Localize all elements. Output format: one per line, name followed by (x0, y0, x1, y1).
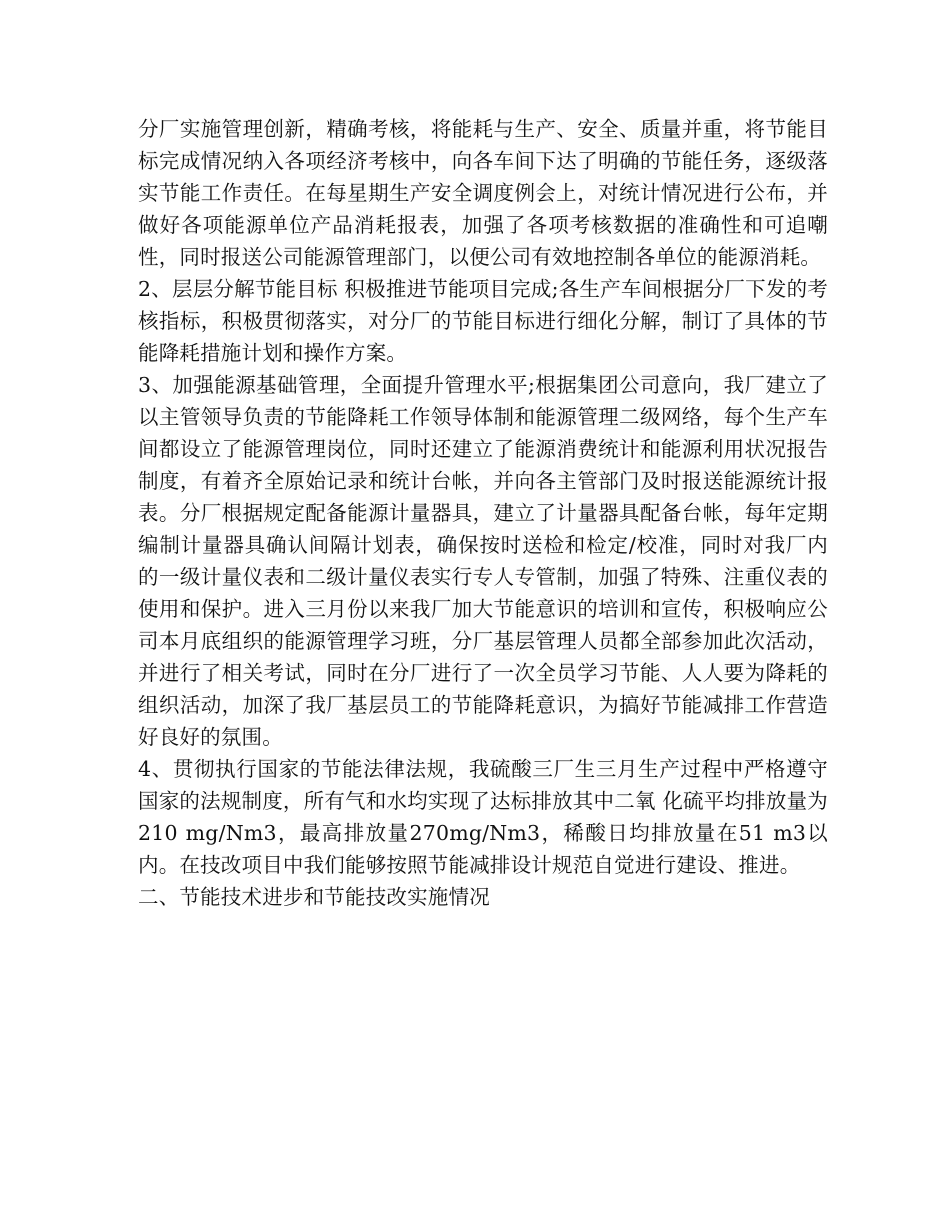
document-body (138, 113, 828, 913)
paragraph-decompose-targets: 2、层层分解节能目标 积极推进节能项目完成;各生产车间根据分厂下发的考核指标，积极贯彻落实，对分厂的节能目标进行细化分解，制订了具体的节能降耗措施计划和操作方案。 (138, 277, 828, 365)
paragraph-management-innovation: 分厂实施管理创新，精确考核，将能耗与生产、安全、质量并重，将节能目标完成情况纳入各项经济考核中，向各车间下达了明确的节能任务，逐级落实节能工作责任。在每星期生产安全调度例会上，对统计情况进行公布，并做好各项能源单位产品消耗报表，加强了各项考核数据的准确性和可追嘲性，同时报送公司能源管理部门，以便公司有效地控制各单位的能源消耗。 (138, 117, 828, 269)
paragraph-laws-regulations: 4、贯彻执行国家的节能法律法规，我硫酸三厂生三月生产过程中严格遵守国家的法规制度，所有气和水均实现了达标排放其中二氧 化硫平均排放量为210 mg/Nm3，最高排放量270mg/Nm3，稀酸日均排放量在51 m3以内。在技改项目中我们能够按照节能减排设计规范自觉进行建设、推进。 (138, 757, 828, 877)
paragraph-energy-basic-management: 3、加强能源基础管理，全面提升管理水平;根据集团公司意向，我厂建立了以主管领导负责的节能降耗工作领导体制和能源管理二级网络，每个生产车间都设立了能源管理岗位，同时还建立了能源消费统计和能源利用状况报告制度，有着齐全原始记录和统计台帐，并向各主管部门及时报送能源统计报表。分厂根据规定配备能源计量器具，建立了计量器具配备台帐，每年定期编制计量器具确认间隔计划表，确保按时送检和检定/校准，同时对我厂内的一级计量仪表和二级计量仪表实行专人专管制，加强了特殊、注重仪表的使用和保护。进入三月份以来我厂加大节能意识的培训和宣传，积极响应公司本月底组织的能源管理学习班，分厂基层管理人员都全部参加此次活动，并进行了相关考试，同时在分厂进行了一次全员学习节能、人人要为降耗的组织活动，加深了我厂基层员工的节能降耗意识，为搞好节能减排工作营造好良好的氛围。 (138, 373, 828, 749)
section-heading-tech-progress: 二、节能技术进步和节能技改实施情况 (138, 885, 490, 909)
